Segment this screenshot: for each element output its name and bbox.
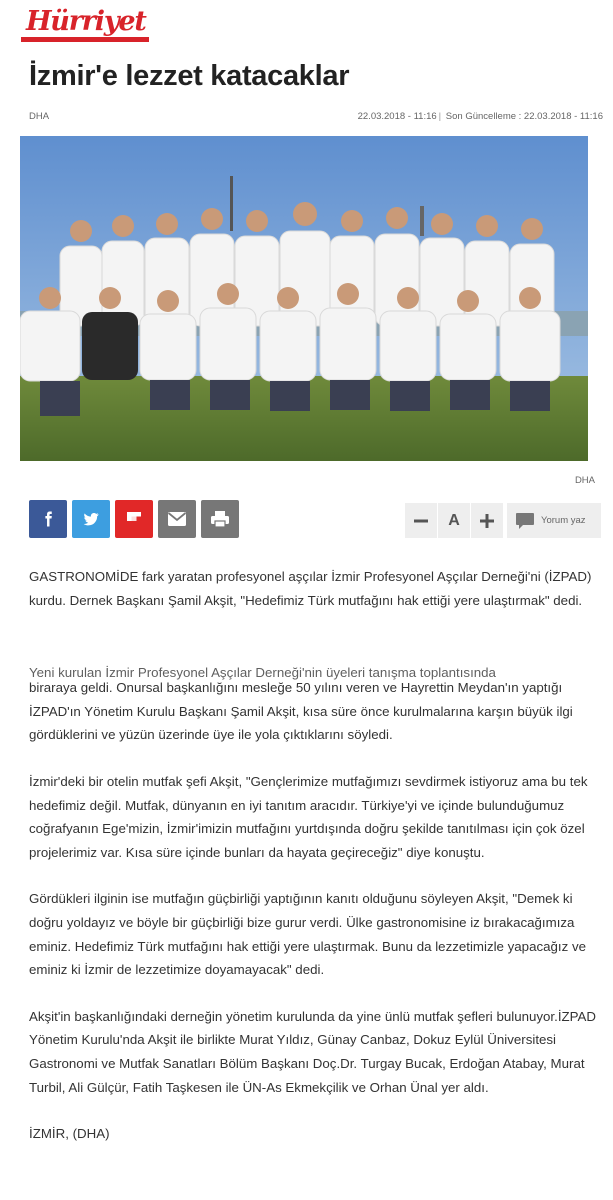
facebook-share-button[interactable]	[29, 500, 67, 538]
print-icon	[210, 510, 230, 528]
article-signature: İZMİR, (DHA)	[29, 1126, 110, 1142]
write-comment-button[interactable]	[507, 503, 601, 538]
font-size-label: A	[448, 511, 460, 529]
increase-font-button[interactable]	[471, 503, 503, 538]
logo-text: Hürriyet	[26, 6, 146, 37]
mail-icon	[167, 511, 187, 527]
chefs-group-photo	[20, 136, 588, 461]
plus-icon	[479, 513, 495, 529]
article-paragraph: Gördükleri ilginin ise mutfağın güçbirliği yaptığının kanıtı olduğunu söyleyen Akşit, "Demek ki doğru yoldayız ve böyle bir güçbirliği bize gurur verdi. Ülke gastronomisine iz bırakacağımıza eminiz. Hedefimiz Türk mutfağını hak ettiği yere ulaştırmak. Bunu da lezzetimizle yapacağız ve eminiz ki İzmir de lezzetimize doyamayacak" dedi.	[29, 891, 586, 978]
twitter-share-button[interactable]	[72, 500, 110, 538]
facebook-icon	[39, 510, 57, 528]
article-dates: 22.03.2018 - 11:16 | Son Güncelleme : 22.03.2018 - 11:16	[357, 111, 603, 122]
article-photo	[20, 136, 588, 461]
published-date: 22.03.2018 - 11:16	[357, 111, 437, 122]
updated-date: Son Güncelleme : 22.03.2018 - 11:16	[445, 111, 603, 122]
article-title: İzmir'e lezzet katacaklar	[29, 60, 350, 92]
flipboard-share-button[interactable]	[115, 500, 153, 538]
article-paragraph: GASTRONOMİDE fark yaratan profesyonel aşçılar İzmir Profesyonel Aşçılar Derneği'ni (İZPAD) kurdu. Dernek Başkanı Şamil Akşit, "Hedefimiz Türk mutfağını hak ettiği yere ulaştırmak" dedi.	[29, 569, 592, 608]
flipboard-icon	[125, 510, 143, 528]
article-body	[29, 565, 599, 1169]
write-comment-label: Yorum yaz	[541, 515, 586, 526]
article-paragraph: biraraya geldi. Onursal başkanlığını mesleğe 50 yılını veren ve Hayrettin Meydan'ın yaptığı İZPAD'ın Yönetim Kurulu Başkanı Şamil Akşit, kısa süre önce kurulmalarına karşın büyük ilgi gördüklerini ve yüzün üzerinde üye ile yola çıktıklarını söyledi.	[29, 680, 573, 743]
email-share-button[interactable]	[158, 500, 196, 538]
article-paragraph: İzmir'deki bir otelin mutfak şefi Akşit, "Gençlerimize mutfağımızı sevdirmek istiyoruz ama bu tek hedefimiz değil. Mutfak, dünyanın en iyi tanıtım aracıdır. Türkiye'yi ve içinde bulunduğumuz coğrafyanın Ege'mizin, İzmir'imizin mutfağını yurtdışında doğru şekilde tanıtılması için çok özel projelerimiz var. Kısa süre içinde bunları da hayata geçireceğiz" diye konuştu.	[29, 773, 588, 860]
minus-icon	[413, 513, 429, 529]
font-size-indicator	[438, 503, 470, 538]
article-paragraph: Akşit'in başkanlığındaki derneğin yönetim kurulunda da yine ünlü mutfak şefleri bulunuyor.İZPAD Yönetim Kurulu'nda Akşit ile birlikte Murat Yıldız, Günay Canbaz, Dokuz Eylül Üniversitesi Gastronomi ve Mutfak Sanatları Bölüm Başkanı Doç.Dr. Turgay Bucak, Erdoğan Atabay, Murat Turbil, Ali Gülçür, Fatih Taşkesen ile ÜN-As Ekmekçilik ve Orhan Ünal yer aldı.	[29, 1008, 596, 1095]
print-button[interactable]	[201, 500, 239, 538]
comment-icon	[515, 512, 535, 530]
article-meta	[29, 111, 603, 125]
decrease-font-button[interactable]	[405, 503, 437, 538]
article-source: DHA	[29, 111, 50, 122]
partial-overlap-line: Yeni kurulan İzmir Profesyonel Aşçılar Derneği'nin üyeleri tanışma toplantısında	[29, 665, 496, 680]
image-credit: DHA	[574, 475, 595, 486]
twitter-icon	[81, 510, 101, 528]
hurriyet-logo[interactable]	[21, 8, 149, 42]
